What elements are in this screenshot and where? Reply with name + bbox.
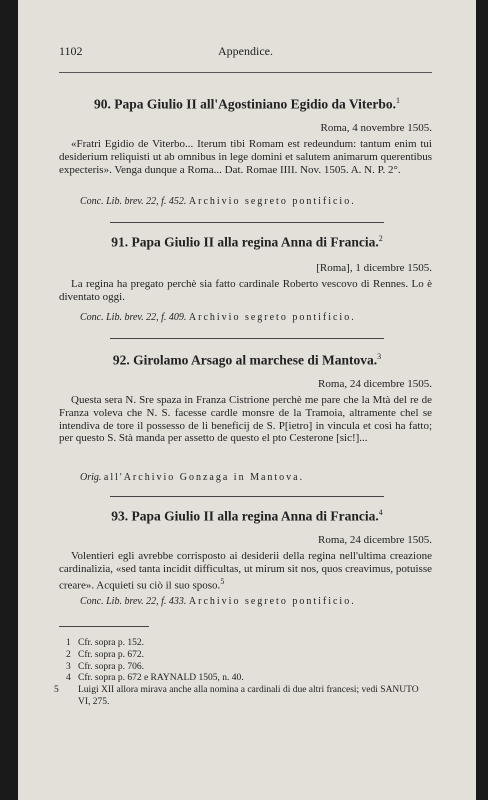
section-92-title: 92. Girolamo Arsago al marchese di Mantova.$^3$: [112, 352, 382, 368]
footnote-item: 5 Luigi XII allora mirava anche alla nomina a cardinali di due altri francesi; vedi SANUTO VI, 275.: [54, 685, 419, 707]
section-91-body: La regina ha pregato perchè sia fatto cardinale Roberto vescovo di Rennes. Lo è diventato oggi.: [59, 278, 432, 303]
section-90-source: Conc. Lib. brev. 22, f. 452. Archivio segreto pontificio.: [80, 196, 356, 207]
section-separator: [110, 222, 384, 223]
page-header: [59, 44, 432, 64]
section-93-title: 93. Papa Giulio II alla regina Anna di Francia.$^4$: [111, 508, 383, 524]
section-separator: [110, 496, 384, 497]
section-91-source: Conc. Lib. brev. 22, f. 409. Archivio segreto pontificio.: [80, 312, 356, 323]
section-90-title: 90. Papa Giulio II all'Agostiniano Egidio da Viterbo.$^1$: [94, 96, 400, 112]
section-90-dateline: Roma, 4 novembre 1505.: [320, 122, 432, 134]
footnote-item: 3 Cfr. sopra p. 706.: [66, 661, 144, 672]
section-92-source: Orig. all'Archivio Gonzaga in Mantova.: [80, 472, 305, 483]
document-page: [18, 0, 476, 800]
footnote-item: 2 Cfr. sopra p. 672.: [66, 649, 144, 660]
section-93-dateline: Roma, 24 dicembre 1505.: [318, 534, 432, 546]
footnote-rule: [59, 626, 149, 627]
footnote-item: 4 Cfr. sopra p. 672 e RAYNALD 1505, n. 40.: [66, 673, 244, 684]
page-number: 1102: [59, 44, 83, 58]
section-93-body: Volentieri egli avrebbe corrisposto ai desiderii della regina nell'ultima creazione cardinalizia, «sed tanta incidit difficultas, ut mirum sit nos, quos creavimus, potuisse creare». Acquieti su ciò il suo sposo.$^5$: [59, 550, 432, 592]
section-92-dateline: Roma, 24 dicembre 1505.: [318, 378, 432, 390]
section-90-body: «Fratri Egidio de Viterbo... Iterum tibi Romam est redeundum: tantum enim tui desiderium reliquisti ut ab omnibus in lege domini et salutem animarum querentibus expecteris». Venga dunque a Roma... Dat. Romae IIII. Nov. 1505. A. N. P. 2°.: [59, 138, 432, 176]
header-rule: [59, 72, 432, 73]
footnote-item: 1 Cfr. sopra p. 152.: [66, 638, 144, 648]
running-title: Appendice.: [218, 44, 273, 58]
section-92-body: Questa sera N. Sre spaza in Franza Cistrione perchè me pare che la Mtà del re de Franza voleva che N. S. facesse cardle monsre de la Tramoia, altramente chel se intendiva de tore il possesso de li beneficij de S. P[ietro] in vincula et così ha fatto; per questo S. Stà manda per assetto de questo el pto Cesterone [sic!]...: [59, 394, 432, 445]
section-91-dateline: [Roma], 1 dicembre 1505.: [316, 262, 432, 274]
footnotes: [54, 638, 432, 709]
section-separator: [110, 338, 384, 339]
section-93-source: Conc. Lib. brev. 22, f. 433. Archivio segreto pontificio.: [80, 596, 356, 607]
section-91-title: 91. Papa Giulio II alla regina Anna di Francia.$^2$: [111, 234, 383, 250]
